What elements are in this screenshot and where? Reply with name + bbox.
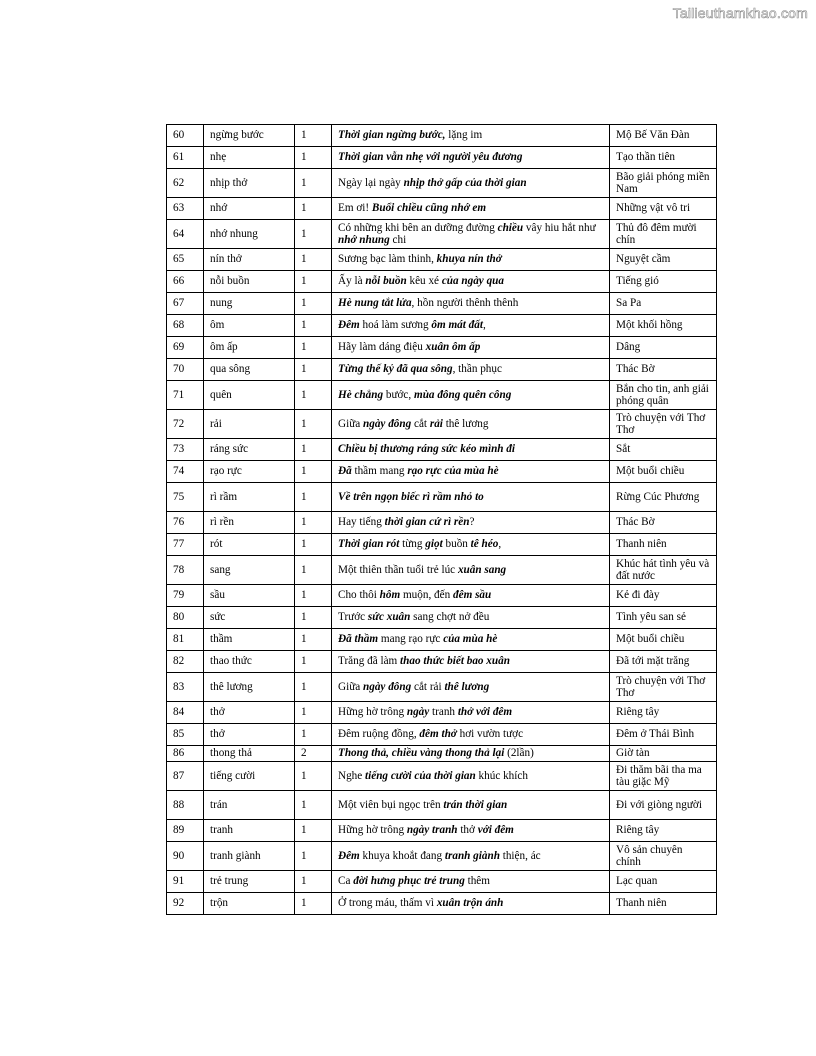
example-cell [332, 842, 610, 871]
emphasized-phrase: xuân trộn ánh [436, 897, 504, 910]
source-cell: Dâng [610, 337, 717, 359]
row-number: 74 [167, 461, 204, 483]
example-text: ? [469, 516, 475, 529]
example-cell [332, 585, 610, 607]
example-text: khúc khích [475, 769, 528, 782]
source-cell: Một buổi chiều [610, 629, 717, 651]
example-text: Hững hờ trông [338, 824, 407, 837]
example-cell [332, 724, 610, 746]
row-number: 92 [167, 893, 204, 915]
table-body [167, 125, 717, 915]
source-cell: Riêng tây [610, 820, 717, 842]
word-cell: trẻ trung [204, 871, 295, 893]
emphasized-phrase: sức xuân [367, 611, 411, 624]
count-cell: 1 [295, 871, 332, 893]
emphasized-phrase: ôm mát đất [431, 319, 483, 332]
source-cell: Tình yêu san sẻ [610, 607, 717, 629]
example-text: vây hiu hắt như [523, 221, 596, 234]
source-cell: Vô sản chuyên chính [610, 842, 717, 871]
table-row [167, 147, 717, 169]
example-text: thêm [464, 875, 490, 888]
example-text: hoá làm sương [359, 319, 432, 332]
word-cell: nhẹ [204, 147, 295, 169]
word-cell: quên [204, 381, 295, 410]
example-text: , [482, 319, 486, 332]
table-row [167, 461, 717, 483]
row-number: 80 [167, 607, 204, 629]
example-cell [332, 702, 610, 724]
example-text: Ở trong máu, thấm vì [338, 897, 437, 910]
emphasized-phrase: rải [429, 417, 443, 430]
source-cell: Sắt [610, 439, 717, 461]
source-cell: Lạc quan [610, 871, 717, 893]
word-cell: sang [204, 556, 295, 585]
count-cell: 1 [295, 724, 332, 746]
example-text: (2lần) [504, 747, 534, 760]
row-number: 61 [167, 147, 204, 169]
example-text: Có những khi bên an dưỡng đường [338, 221, 498, 234]
emphasized-phrase: thở với đêm [457, 706, 513, 719]
example-cell [332, 271, 610, 293]
source-cell: Nguyệt cầm [610, 249, 717, 271]
word-cell: rạo rực [204, 461, 295, 483]
row-number: 62 [167, 169, 204, 198]
source-cell: Đã tới mặt trăng [610, 651, 717, 673]
source-cell: Những vật vô tri [610, 198, 717, 220]
emphasized-phrase: tiếng cười của thời gian [365, 769, 476, 782]
emphasized-phrase: xuân ôm ấp [425, 341, 481, 354]
example-text: cắt rải [411, 680, 445, 693]
row-number: 79 [167, 585, 204, 607]
count-cell: 1 [295, 651, 332, 673]
example-cell [332, 147, 610, 169]
example-text: Một thiên thần tuổi trẻ lúc [338, 563, 458, 576]
word-cell: thao thức [204, 651, 295, 673]
word-cell: qua sông [204, 359, 295, 381]
example-text: Một viên bụi ngọc trên [338, 798, 444, 811]
count-cell: 1 [295, 410, 332, 439]
row-number: 88 [167, 791, 204, 820]
example-text: thiện, ác [499, 849, 541, 862]
row-number: 68 [167, 315, 204, 337]
table-row [167, 410, 717, 439]
word-cell: nỗi buồn [204, 271, 295, 293]
count-cell: 1 [295, 198, 332, 220]
word-cell: ôm [204, 315, 295, 337]
table-row [167, 293, 717, 315]
word-cell: sầu [204, 585, 295, 607]
source-cell: Riêng tây [610, 702, 717, 724]
word-cell: tranh [204, 820, 295, 842]
word-cell: trộn [204, 893, 295, 915]
example-text: lặng im [445, 129, 483, 142]
example-text: thở [457, 824, 478, 837]
count-cell: 1 [295, 629, 332, 651]
emphasized-phrase: Hè nung tắt lửa [338, 297, 412, 310]
example-cell [332, 337, 610, 359]
table-row [167, 381, 717, 410]
emphasized-phrase: ngày [406, 706, 430, 719]
word-cell: nhịp thở [204, 169, 295, 198]
count-cell: 1 [295, 439, 332, 461]
source-cell: Bão giải phóng miền Nam [610, 169, 717, 198]
example-cell [332, 871, 610, 893]
count-cell: 1 [295, 483, 332, 512]
count-cell: 1 [295, 893, 332, 915]
count-cell: 1 [295, 337, 332, 359]
table-row [167, 651, 717, 673]
example-cell [332, 762, 610, 791]
count-cell: 1 [295, 673, 332, 702]
count-cell: 1 [295, 315, 332, 337]
word-cell: ôm ấp [204, 337, 295, 359]
example-text: thầm mang [351, 465, 408, 478]
source-cell: Thanh niên [610, 534, 717, 556]
row-number: 87 [167, 762, 204, 791]
source-cell: Đêm ở Thái Bình [610, 724, 717, 746]
source-cell: Rừng Cúc Phương [610, 483, 717, 512]
row-number: 89 [167, 820, 204, 842]
count-cell: 1 [295, 381, 332, 410]
word-cell: rì rền [204, 512, 295, 534]
example-cell [332, 381, 610, 410]
emphasized-phrase: mùa đông quên công [414, 388, 512, 401]
example-cell [332, 534, 610, 556]
table-row [167, 483, 717, 512]
example-cell [332, 198, 610, 220]
row-number: 73 [167, 439, 204, 461]
count-cell: 1 [295, 534, 332, 556]
example-cell [332, 315, 610, 337]
source-cell: Bắn cho tin, anh giải phóng quân [610, 381, 717, 410]
source-cell: Giờ tàn [610, 746, 717, 762]
source-cell: Một khối hồng [610, 315, 717, 337]
example-cell [332, 629, 610, 651]
table-row [167, 702, 717, 724]
word-cell: trán [204, 791, 295, 820]
source-cell: Kẻ đi đày [610, 585, 717, 607]
count-cell: 1 [295, 556, 332, 585]
word-cell: nhớ nhung [204, 220, 295, 249]
emphasized-phrase: tranh giành [444, 849, 500, 862]
table-row [167, 893, 717, 915]
count-cell: 1 [295, 359, 332, 381]
source-cell: Mộ Bế Văn Đàn [610, 125, 717, 147]
emphasized-phrase: của ngày qua [441, 275, 504, 288]
table-row [167, 746, 717, 762]
example-cell [332, 820, 610, 842]
example-text: sang chợt nở đều [410, 611, 490, 624]
example-cell [332, 791, 610, 820]
example-cell [332, 893, 610, 915]
table-row [167, 585, 717, 607]
word-cell: thong thả [204, 746, 295, 762]
word-cell: thầm [204, 629, 295, 651]
emphasized-phrase: Đêm [338, 849, 360, 862]
table-row [167, 607, 717, 629]
example-text: Ngày lại ngày [338, 176, 404, 189]
example-text: cắt [411, 417, 430, 430]
table-row [167, 871, 717, 893]
word-cell: ráng sức [204, 439, 295, 461]
row-number: 76 [167, 512, 204, 534]
example-cell [332, 410, 610, 439]
example-cell [332, 461, 610, 483]
source-cell: Thanh niên [610, 893, 717, 915]
word-cell: rót [204, 534, 295, 556]
count-cell: 1 [295, 791, 332, 820]
count-cell: 1 [295, 249, 332, 271]
vocabulary-table [166, 124, 717, 915]
emphasized-phrase: rạo rực của mùa hè [407, 465, 499, 478]
emphasized-phrase: ngày tranh [406, 824, 458, 837]
example-text: thê lương [442, 417, 489, 430]
source-cell: Tạo thần tiên [610, 147, 717, 169]
count-cell: 1 [295, 607, 332, 629]
table-row [167, 169, 717, 198]
emphasized-phrase: Về trên ngọn biếc rì rầm nhỏ to [338, 490, 484, 503]
emphasized-phrase: nhớ nhung [338, 234, 390, 246]
example-text: từng [399, 538, 426, 551]
table-row [167, 820, 717, 842]
row-number: 66 [167, 271, 204, 293]
emphasized-phrase: Từng thế kỷ đã qua sông [338, 363, 453, 376]
word-cell: thở [204, 702, 295, 724]
example-text: buồn [442, 538, 471, 551]
count-cell: 1 [295, 147, 332, 169]
example-text: bước, [383, 388, 414, 401]
table-row [167, 791, 717, 820]
example-text: Trước [338, 611, 368, 624]
emphasized-phrase: Chiều bị thương ráng sức kéo mình đi [338, 443, 516, 456]
example-text: chi [389, 234, 407, 246]
emphasized-phrase: ngày đông [363, 680, 412, 693]
row-number: 67 [167, 293, 204, 315]
table-row [167, 629, 717, 651]
example-text: Hãy làm dáng điệu [338, 341, 426, 354]
example-text: Cho thôi [338, 589, 380, 602]
table-row [167, 271, 717, 293]
example-text: kêu xé [406, 275, 442, 288]
row-number: 77 [167, 534, 204, 556]
example-cell [332, 746, 610, 762]
count-cell: 1 [295, 169, 332, 198]
word-cell: rải [204, 410, 295, 439]
source-cell: Thác Bờ [610, 512, 717, 534]
example-text: Nghe [338, 769, 366, 782]
example-text: mang rạo rực [378, 633, 444, 646]
example-cell [332, 439, 610, 461]
emphasized-phrase: chiều [497, 221, 524, 234]
example-cell [332, 249, 610, 271]
row-number: 86 [167, 746, 204, 762]
example-cell [332, 673, 610, 702]
table-row [167, 556, 717, 585]
count-cell: 1 [295, 220, 332, 249]
example-text: Giữa [338, 680, 364, 693]
example-cell [332, 556, 610, 585]
row-number: 64 [167, 220, 204, 249]
table-row [167, 125, 717, 147]
word-cell: nung [204, 293, 295, 315]
row-number: 71 [167, 381, 204, 410]
example-text: Đêm ruộng đồng, [338, 728, 420, 741]
source-cell: Đi thăm bãi tha ma tàu giặc Mỹ [610, 762, 717, 791]
source-cell: Trò chuyện với Thơ Thơ [610, 673, 717, 702]
emphasized-phrase: Hè chẳng [338, 388, 384, 401]
example-text: Giữa [338, 417, 364, 430]
table-row [167, 359, 717, 381]
row-number: 90 [167, 842, 204, 871]
emphasized-phrase: giọt [425, 538, 443, 551]
emphasized-phrase: với đêm [477, 824, 514, 837]
table-row [167, 220, 717, 249]
table-row [167, 724, 717, 746]
row-number: 70 [167, 359, 204, 381]
source-cell: Thác Bờ [610, 359, 717, 381]
source-cell: Trò chuyện với Thơ Thơ [610, 410, 717, 439]
emphasized-phrase: nỗi buồn [365, 275, 407, 288]
example-text: , thần phục [452, 363, 502, 376]
example-cell [332, 607, 610, 629]
count-cell: 1 [295, 585, 332, 607]
word-cell: tranh giành [204, 842, 295, 871]
table-row [167, 762, 717, 791]
table-row [167, 249, 717, 271]
table-row [167, 534, 717, 556]
word-cell: nín thở [204, 249, 295, 271]
emphasized-phrase: Thời gian vẫn nhẹ với người yêu đương [338, 151, 523, 164]
example-text: khuya khoắt đang [359, 849, 445, 862]
example-cell [332, 651, 610, 673]
watermark: Tailieuthamkhao.com [672, 5, 808, 21]
emphasized-phrase: xuân sang [457, 563, 507, 576]
emphasized-phrase: Thong thả, chiều vàng thong thả lại [338, 747, 505, 760]
emphasized-phrase: đêm sầu [453, 589, 492, 602]
source-cell: Khúc hát tình yêu và đất nước [610, 556, 717, 585]
row-number: 69 [167, 337, 204, 359]
word-cell: thở [204, 724, 295, 746]
count-cell: 1 [295, 125, 332, 147]
table-row [167, 439, 717, 461]
table-row [167, 315, 717, 337]
example-text: muộn, đến [400, 589, 454, 602]
example-text: Sương bạc làm thinh, [338, 253, 437, 266]
count-cell: 1 [295, 461, 332, 483]
count-cell: 1 [295, 271, 332, 293]
emphasized-phrase: hôm [379, 589, 401, 602]
count-cell: 1 [295, 512, 332, 534]
table-row [167, 842, 717, 871]
emphasized-phrase: đời hưng phục trẻ trung [353, 875, 465, 888]
row-number: 85 [167, 724, 204, 746]
count-cell: 1 [295, 702, 332, 724]
source-cell: Sa Pa [610, 293, 717, 315]
emphasized-phrase: Đêm [338, 319, 360, 332]
example-cell [332, 359, 610, 381]
example-cell [332, 125, 610, 147]
table-row [167, 198, 717, 220]
example-text: tranh [429, 706, 458, 719]
count-cell: 2 [295, 746, 332, 762]
example-text: Ấy là [338, 275, 366, 288]
example-cell [332, 293, 610, 315]
row-number: 63 [167, 198, 204, 220]
emphasized-phrase: ngày đông [363, 417, 412, 430]
emphasized-phrase: trán thời gian [443, 798, 508, 811]
source-cell: Thủ đô đêm mười chín [610, 220, 717, 249]
example-text: hơi vườn tược [456, 728, 524, 741]
row-number: 78 [167, 556, 204, 585]
example-cell [332, 169, 610, 198]
row-number: 65 [167, 249, 204, 271]
row-number: 75 [167, 483, 204, 512]
table-row [167, 512, 717, 534]
count-cell: 1 [295, 293, 332, 315]
row-number: 60 [167, 125, 204, 147]
row-number: 84 [167, 702, 204, 724]
source-cell: Tiếng gió [610, 271, 717, 293]
source-cell: Một buổi chiều [610, 461, 717, 483]
word-cell: nhớ [204, 198, 295, 220]
count-cell: 1 [295, 762, 332, 791]
emphasized-phrase: của mùa hè [443, 633, 498, 646]
emphasized-phrase: thê lương [444, 680, 490, 693]
word-cell: sức [204, 607, 295, 629]
example-text: , hồn người thênh thênh [411, 297, 519, 310]
word-cell: rì rầm [204, 483, 295, 512]
row-number: 82 [167, 651, 204, 673]
count-cell: 1 [295, 842, 332, 871]
row-number: 83 [167, 673, 204, 702]
example-cell [332, 512, 610, 534]
example-cell [332, 220, 610, 249]
word-cell: thê lương [204, 673, 295, 702]
emphasized-phrase: Đã [338, 465, 352, 478]
table-row [167, 337, 717, 359]
example-text: Hay tiếng [338, 516, 385, 529]
example-text: , [498, 538, 502, 551]
word-cell: ngừng bước [204, 125, 295, 147]
row-number: 91 [167, 871, 204, 893]
example-cell [332, 483, 610, 512]
example-text: Hững hờ trông [338, 706, 407, 719]
example-text: Ca [338, 875, 354, 888]
emphasized-phrase: Đã thầm [338, 633, 379, 646]
table-row [167, 673, 717, 702]
row-number: 81 [167, 629, 204, 651]
emphasized-phrase: khuya nín thở [436, 253, 502, 266]
count-cell: 1 [295, 820, 332, 842]
emphasized-phrase: Thời gian rót [338, 538, 400, 551]
emphasized-phrase: Buổi chiều cũng nhớ em [371, 202, 487, 215]
example-text: Trăng đã làm [338, 655, 401, 668]
word-cell: tiếng cười [204, 762, 295, 791]
emphasized-phrase: tê héo [470, 538, 499, 551]
emphasized-phrase: đêm thở [419, 728, 457, 741]
source-cell: Đi với giòng người [610, 791, 717, 820]
emphasized-phrase: thao thức biết bao xuân [400, 655, 510, 668]
emphasized-phrase: Thời gian ngừng bước, [338, 129, 446, 142]
example-text: Em ơi! [338, 202, 372, 215]
emphasized-phrase: thời gian cứ rì rền [384, 516, 470, 529]
emphasized-phrase: nhịp thở gấp của thời gian [403, 176, 527, 189]
row-number: 72 [167, 410, 204, 439]
